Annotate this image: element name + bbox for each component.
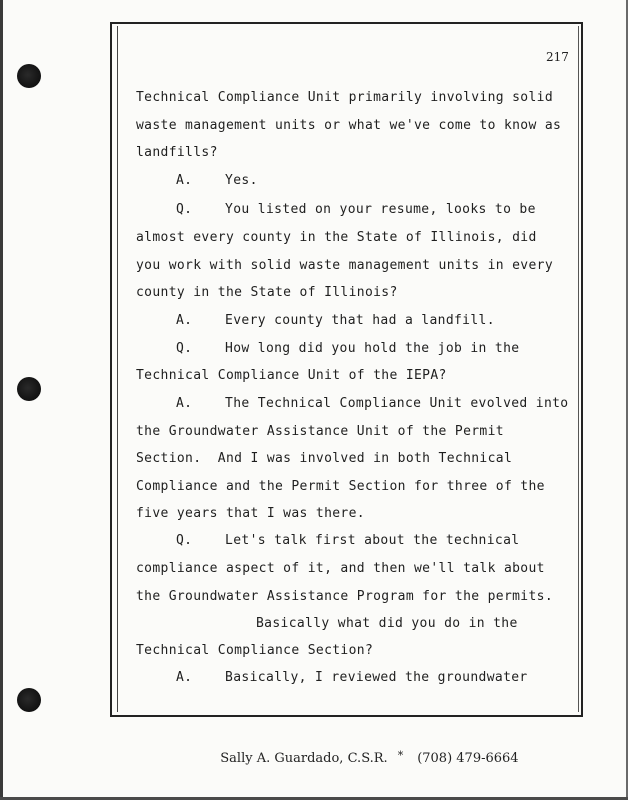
reporter-name: Sally A. Guardado, C.S.R. <box>220 751 388 766</box>
reporter-footer <box>212 736 519 766</box>
transcript-line: almost every county in the State of Illinois, did <box>136 230 537 245</box>
binder-hole-middle <box>17 377 41 401</box>
transcript-line: Compliance and the Permit Section for three of the <box>136 479 545 494</box>
transcript-line: A. Basically, I reviewed the groundwater <box>176 670 528 685</box>
transcript-line: landfills? <box>136 145 218 160</box>
transcript-line: the Groundwater Assistance Program for the permits. <box>136 589 554 604</box>
reporter-phone: (708) 479-6664 <box>417 751 519 766</box>
transcript-line: Technical Compliance Unit primarily involving solid <box>136 90 554 105</box>
transcript-line: Q. How long did you hold the job in the <box>176 341 520 356</box>
transcript-line: county in the State of Illinois? <box>136 285 398 300</box>
binder-hole-top <box>17 64 41 88</box>
transcript-line: Technical Compliance Section? <box>136 643 374 658</box>
transcript-line: A. Yes. <box>176 173 258 188</box>
transcript-line: waste management units or what we've come to know as <box>136 118 562 133</box>
transcript-line: A. Every county that had a landfill. <box>176 313 495 328</box>
transcript-line: Basically what did you do in the <box>256 616 518 631</box>
transcript-line: Technical Compliance Unit of the IEPA? <box>136 368 447 383</box>
transcript-line: Section. And I was involved in both Technical <box>136 451 513 466</box>
transcript-line: Q. You listed on your resume, looks to be <box>176 202 536 217</box>
transcript-line: A. The Technical Compliance Unit evolved into <box>176 396 569 411</box>
transcript-inner-rule-right <box>578 26 579 712</box>
page-number: 217 <box>546 50 569 64</box>
transcript-line: Q. Let's talk first about the technical <box>176 533 520 548</box>
transcript-inner-rule-left <box>117 26 118 712</box>
transcript-line: you work with solid waste management units in every <box>136 258 554 273</box>
transcript-line: five years that I was there. <box>136 506 365 521</box>
page-left-edge <box>0 0 3 800</box>
transcript-line: the Groundwater Assistance Unit of the Permit <box>136 424 504 439</box>
transcript-line: compliance aspect of it, and then we'll talk about <box>136 561 545 576</box>
footer-separator: * <box>397 749 404 762</box>
binder-hole-bottom <box>17 688 41 712</box>
